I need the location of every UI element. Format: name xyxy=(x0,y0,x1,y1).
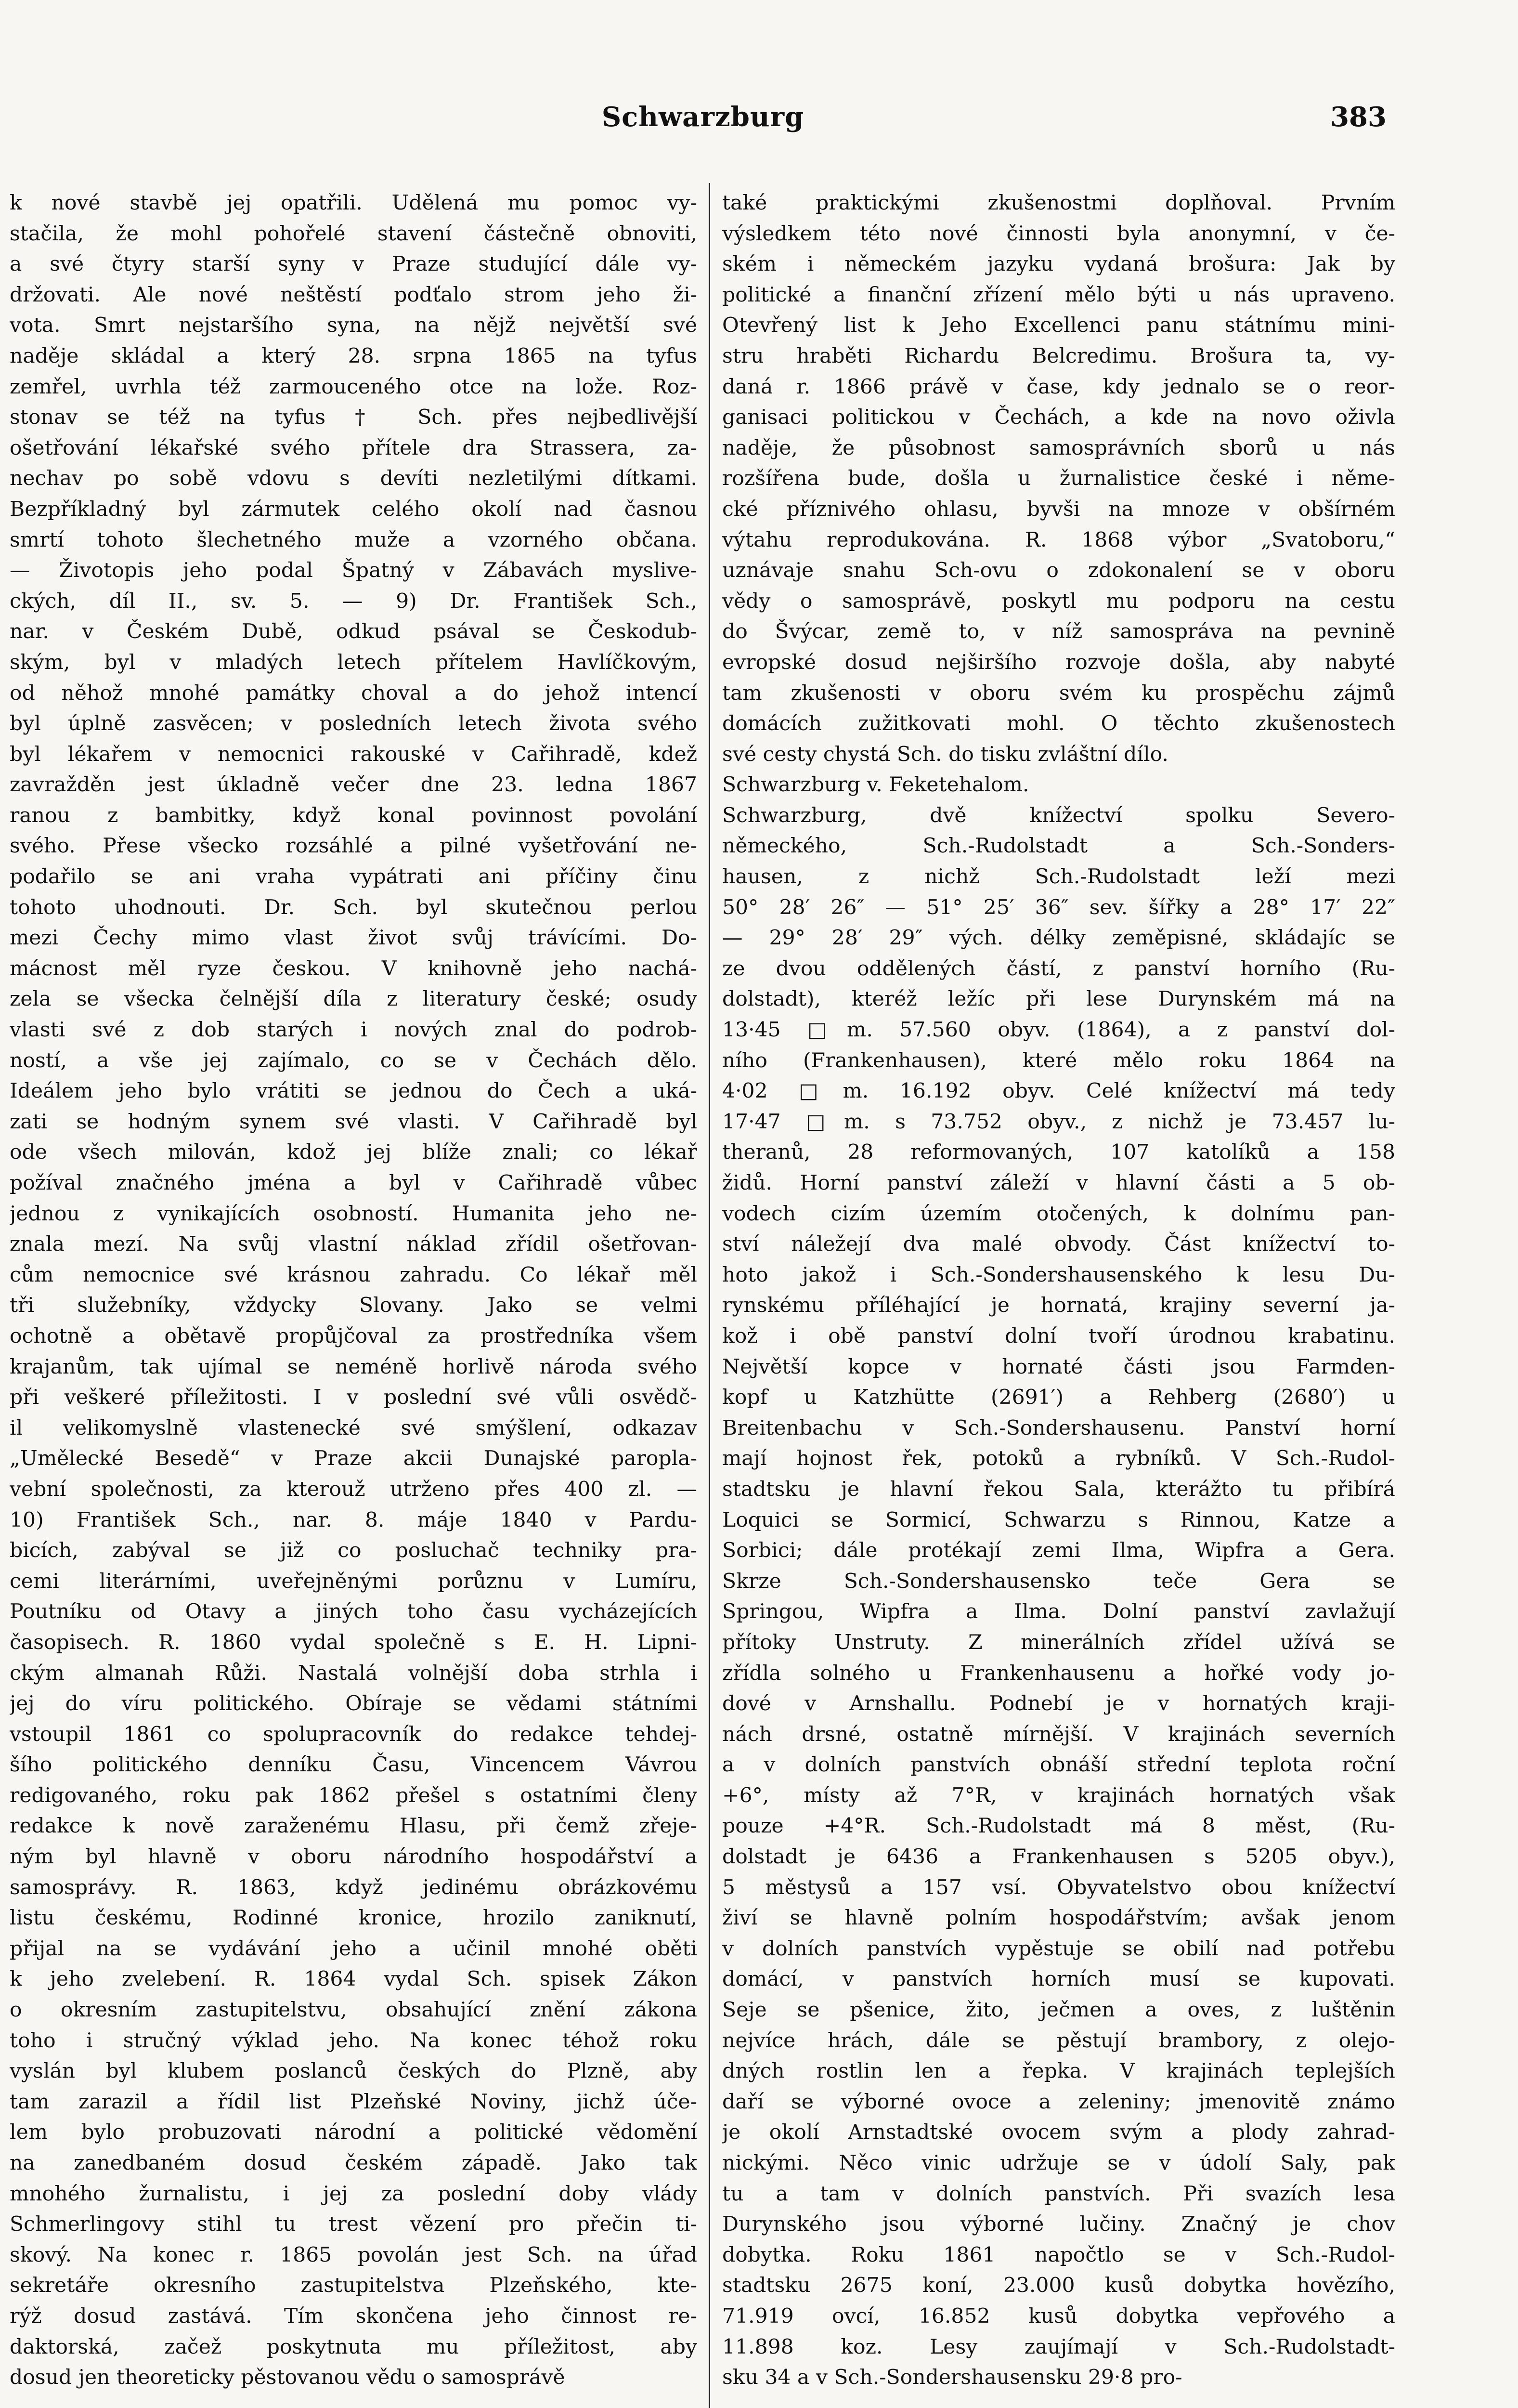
text-line: krajanům, tak ujímal se neméně horlivě národa svého xyxy=(10,1355,697,1379)
text-line: k nové stavbě jej opatřili. Udělená mu pomoc vy- xyxy=(10,191,697,215)
text-line: evropské dosud nejširšího rozvoje došla, aby nabyté xyxy=(722,650,1395,674)
text-line: vstoupil 1861 co spolupracovník do redakce tehdej- xyxy=(10,1722,697,1746)
text-line: Největší kopce v hornaté části jsou Farmden- xyxy=(722,1355,1395,1379)
text-line: Skrze Sch.-Sondershausensko teče Gera se xyxy=(722,1569,1395,1593)
text-line: Schwarzburg v. Feketehalom. xyxy=(722,773,1029,797)
text-line: mnohého žurnalistu, i jej za poslední doby vlády xyxy=(10,2182,697,2206)
text-line: živí se hlavně polním hospodářstvím; avšak jenom xyxy=(722,1906,1395,1930)
text-line: zavražděn jest úkladně večer dne 23. ledna 1867 xyxy=(10,773,697,797)
text-line: ství náležejí dva malé obvody. Část knížectví to- xyxy=(722,1232,1395,1256)
text-line: redigovaného, roku pak 1862 přešel s ostatními členy xyxy=(10,1783,697,1807)
text-line: dolstadt), kteréž ležíc při lese Durynském má na xyxy=(722,987,1395,1011)
text-line: jej do víru politického. Obíraje se vědami státními xyxy=(10,1692,697,1716)
text-line: tři služebníky, vždycky Slovany. Jako se velmi xyxy=(10,1294,697,1318)
text-line: Schmerlingovy stihl tu trest vězení pro přečin ti- xyxy=(10,2212,697,2237)
text-line: o okresním zastupitelstvu, obsahující znění zákona xyxy=(10,1998,697,2022)
text-line: tam zkušenosti v oboru svém ku prospěchu zájmů xyxy=(722,681,1395,705)
text-line: zela se všecka čelnější díla z literatury české; osudy xyxy=(10,987,697,1011)
text-line: vyslán byl klubem poslanců českých do Plzně, aby xyxy=(10,2059,697,2083)
text-line: rýž dosud zastává. Tím skončena jeho činnost re- xyxy=(10,2304,697,2328)
text-line: židů. Horní panství záleží v hlavní části a 5 ob- xyxy=(722,1171,1395,1195)
text-line: byl lékařem v nemocnici rakouské v Cařihradě, kdež xyxy=(10,742,697,766)
text-line: k jeho zvelebení. R. 1864 vydal Sch. spisek Zákon xyxy=(10,1967,697,1991)
text-line: naděje, že působnost samosprávních sborů u nás xyxy=(722,436,1395,460)
text-line: Ideálem jeho bylo vrátiti se jednou do Čech a uká- xyxy=(10,1079,697,1103)
text-line: dové v Arnshallu. Podnebí je v hornatých kraji- xyxy=(722,1692,1395,1716)
text-line: ochotně a obětavě propůjčoval za prostředníka všem xyxy=(10,1324,697,1348)
text-line: vební společnosti, za kterouž utrženo přes 400 zl. — xyxy=(10,1477,697,1501)
text-line: šího politického denníku Času, Vincencem Vávrou xyxy=(10,1753,697,1777)
text-line: Seje se pšenice, žito, ječmen a oves, z luštěnin xyxy=(722,1998,1395,2022)
text-line: — 29° 28′ 29″ vých. délky zeměpisné, skládajíc se xyxy=(722,926,1395,950)
text-line: redakce k nově zaraženému Hlasu, při čemž zřeje- xyxy=(10,1814,697,1838)
text-line: rynskému příléhající je hornatá, krajiny severní ja- xyxy=(722,1294,1395,1318)
text-line: nar. v Českém Dubě, odkud psával se Českodub- xyxy=(10,620,697,644)
text-line: politické a finanční zřízení mělo býti u nás upraveno. xyxy=(722,283,1395,307)
text-line: listu českému, Rodinné kronice, hrozilo zaniknutí, xyxy=(10,1906,697,1930)
text-line: dosud jen theoreticky pěstovanou vědu o samosprávě xyxy=(10,2366,565,2390)
text-line: daná r. 1866 právě v čase, kdy jednalo se o reor- xyxy=(722,375,1395,399)
left-text-column xyxy=(10,188,697,2408)
text-line: ranou z bambitky, když konal povinnost povolání xyxy=(10,803,697,827)
text-line: mácnost měl ryze českou. V knihovně jeho nachá- xyxy=(10,956,697,981)
text-line: jednou z vynikajících osobností. Humanita jeho ne- xyxy=(10,1202,697,1226)
text-line: je okolí Arnstadtské ovocem svým a plody zahrad- xyxy=(722,2120,1395,2145)
text-line: 71.919 ovcí, 16.852 kusů dobytka vepřového a xyxy=(722,2304,1395,2328)
text-line: Otevřený list k Jeho Excellenci panu státnímu mini- xyxy=(722,314,1395,338)
text-line: svého. Přese všecko rozsáhlé a pilné vyšetřování ne- xyxy=(10,834,697,858)
text-line: 11.898 koz. Lesy zaujímají v Sch.-Rudolstadt- xyxy=(722,2335,1395,2359)
text-line: ního (Frankenhausen), které mělo roku 1864 na xyxy=(722,1048,1395,1073)
text-line: 10) František Sch., nar. 8. máje 1840 v Pardu- xyxy=(10,1508,697,1532)
text-line: mezi Čechy mimo vlast život svůj trávícími. Do- xyxy=(10,926,697,950)
text-line: na zanedbaném dosud českém západě. Jako tak xyxy=(10,2151,697,2175)
text-line: smrtí tohoto šlechetného muže a vzorného občana. xyxy=(10,528,697,552)
text-line: „Umělecké Besedě“ v Praze akcii Dunajské paropla- xyxy=(10,1447,697,1471)
text-line: do Švýcar, země to, v níž samospráva na pevnině xyxy=(722,620,1395,644)
text-line: domácí, v panstvích horních musí se kupovati. xyxy=(722,1967,1395,1991)
text-line: 13·45 □m. 57.560 obyv. (1864), a z panství dol- xyxy=(722,1018,1395,1042)
text-line: zřídla solného u Frankenhausenu a hořké vody jo- xyxy=(722,1661,1395,1685)
text-line: výsledkem této nové činnosti byla anonymní, v če- xyxy=(722,222,1395,246)
text-line: sekretáře okresního zastupitelstva Plzeňského, kte- xyxy=(10,2274,697,2298)
text-line: Breitenbachu v Sch.-Sondershausenu. Panství horní xyxy=(722,1416,1395,1440)
text-line: nickými. Něco vinic udržuje se v údolí Saly, pak xyxy=(722,2151,1395,2175)
text-line: vlasti své z dob starých i nových znal do podrob- xyxy=(10,1018,697,1042)
text-line: přítoky Unstruty. Z minerálních zřídel užívá se xyxy=(722,1630,1395,1654)
text-line: stru hraběti Richardu Belcredimu. Brošura ta, vy- xyxy=(722,344,1395,368)
text-line: samosprávy. R. 1863, když jedinému obrázkovému xyxy=(10,1875,697,1899)
text-line: Schwarzburg, dvě knížectví spolku Severo- xyxy=(722,803,1395,827)
text-line: bicích, zabýval se již co posluchač techniky pra- xyxy=(10,1539,697,1563)
column-divider xyxy=(709,183,710,2408)
text-line: tu a tam v dolních panstvích. Při svazích lesa xyxy=(722,2182,1395,2206)
text-line: zemřel, uvrhla též zarmouceného otce na lože. Roz- xyxy=(10,375,697,399)
text-line: domácích zužitkovati mohl. O těchto zkušenostech xyxy=(722,712,1395,736)
text-line: stonav se též na tyfus † Sch. přes nejbedlivější xyxy=(10,406,697,430)
text-line: Loquici se Sormicí, Schwarzu s Rinnou, Katze a xyxy=(722,1508,1395,1532)
text-line: nejvíce hrách, dále se pěstují brambory, z olejo- xyxy=(722,2028,1395,2053)
text-line: stadtsku je hlavní řekou Sala, kterážto tu přibírá xyxy=(722,1477,1395,1501)
text-line: cké příznivého ohlasu, byvši na mnoze v obšírném xyxy=(722,497,1395,521)
text-line: ností, a vše jej zajímalo, co se v Čechách dělo. xyxy=(10,1048,697,1073)
text-line: — Životopis jeho podal Špatný v Zábavách myslive- xyxy=(10,559,697,583)
text-line: ganisaci politickou v Čechách, a kde na novo oživla xyxy=(722,406,1395,430)
text-line: podařilo se ani vraha vypátrati ani příčiny činu xyxy=(10,865,697,889)
text-line: rozšířena bude, došla u žurnalistice české i něme- xyxy=(722,467,1395,491)
text-line: ským, byl v mladých letech přítelem Havlíčkovým, xyxy=(10,650,697,674)
text-line: +6°, místy až 7°R, v krajinách hornatých však xyxy=(722,1783,1395,1807)
text-line: a své čtyry starší syny v Praze studující dále vy- xyxy=(10,252,697,276)
text-line: nách drsné, ostatně mírnější. V krajinách severních xyxy=(722,1722,1395,1746)
page-header xyxy=(19,101,1387,144)
text-line: hausen, z nichž Sch.-Rudolstadt leží mezi xyxy=(722,865,1395,889)
right-text-column xyxy=(722,188,1395,2408)
text-line: Poutníku od Otavy a jiných toho času vycházejících xyxy=(10,1600,697,1624)
text-line: v dolních panstvích vypěstuje se obilí nad potřebu xyxy=(722,1937,1395,1961)
text-line: stadtsku 2675 koní, 23.000 kusů dobytka hovězího, xyxy=(722,2274,1395,2298)
text-line: sku 34 a v Sch.-Sondershausensku 29·8 pro- xyxy=(722,2366,1182,2390)
text-line: požíval značného jména a byl v Cařihradě vůbec xyxy=(10,1171,697,1195)
text-line: přijal na se vydávání jeho a učinil mnohé oběti xyxy=(10,1937,697,1961)
text-line: vědy o samosprávě, poskytl mu podporu na cestu xyxy=(722,589,1395,613)
text-line: hoto jakož i Sch.-Sondershausenského k lesu Du- xyxy=(722,1263,1395,1287)
text-line: il velikomyslně vlastenecké své smýšlení, odkazav xyxy=(10,1416,697,1440)
text-line: cům nemocnice své krásnou zahradu. Co lékař měl xyxy=(10,1263,697,1287)
text-line: ným byl hlavně v oboru národního hospodářství a xyxy=(10,1845,697,1869)
text-line: tohoto uhodnouti. Dr. Sch. byl skutečnou perlou xyxy=(10,895,697,919)
text-line: mají hojnost řek, potoků a rybníků. V Sch.-Rudol- xyxy=(722,1447,1395,1471)
text-line: ošetřování lékařské svého přítele dra Strassera, za- xyxy=(10,436,697,460)
text-line: toho i stručný výklad jeho. Na konec téhož roku xyxy=(10,2028,697,2053)
text-line: také praktickými zkušenostmi doplňoval. Prvním xyxy=(722,191,1395,215)
text-line: ze dvou oddělených částí, z panství horního (Ru- xyxy=(722,956,1395,981)
text-line: dolstadt je 6436 a Frankenhausen s 5205 obyv.), xyxy=(722,1845,1395,1869)
text-line: cemi literárními, uveřejněnými porůznu v Lumíru, xyxy=(10,1569,697,1593)
text-line: skový. Na konec r. 1865 povolán jest Sch. na úřad xyxy=(10,2243,697,2267)
text-line: stačila, že mohl pohořelé stavení částečně obnoviti, xyxy=(10,222,697,246)
text-line: ode všech milován, kdož jej blíže znali; co lékař xyxy=(10,1140,697,1165)
text-line: kož i obě panství dolní tvoří úrodnou krabatinu. xyxy=(722,1324,1395,1348)
text-line: výtahu reprodukována. R. 1868 výbor „Svatoboru,“ xyxy=(722,528,1395,552)
text-line: tam zarazil a řídil list Plzeňské Noviny, jichž úče- xyxy=(10,2090,697,2114)
text-line: pouze +4°R. Sch.-Rudolstadt má 8 měst, (Ru- xyxy=(722,1814,1395,1838)
text-line: Bezpříkladný byl zármutek celého okolí nad časnou xyxy=(10,497,697,521)
page-number: 383 xyxy=(1330,101,1387,133)
text-line: ckých, díl II., sv. 5. — 9) Dr. František Sch., xyxy=(10,589,697,613)
text-line: Durynského jsou výborné lučiny. Značný je chov xyxy=(722,2212,1395,2237)
text-line: od něhož mnohé památky choval a do jehož intencí xyxy=(10,681,697,705)
text-line: theranů, 28 reformovaných, 107 katolíků a 158 xyxy=(722,1140,1395,1165)
text-line: nechav po sobě vdovu s devíti nezletilými dítkami. xyxy=(10,467,697,491)
running-title: Schwarzburg xyxy=(601,101,804,133)
text-line: Springou, Wipfra a Ilma. Dolní panství zavlažují xyxy=(722,1600,1395,1624)
text-line: německého, Sch.-Rudolstadt a Sch.-Sonders- xyxy=(722,834,1395,858)
text-line: ském i německém jazyku vydaná brošura: Jak by xyxy=(722,252,1395,276)
text-line: Sorbici; dále protékají zemi Ilma, Wipfra a Gera. xyxy=(722,1539,1395,1563)
text-line: zati se hodným synem své vlasti. V Cařihradě byl xyxy=(10,1110,697,1134)
text-line: 50° 28′ 26″ — 51° 25′ 36″ sev. šířky a 28° 17′ 22″ xyxy=(722,895,1395,919)
text-line: vota. Smrt nejstaršího syna, na nějž největší své xyxy=(10,314,697,338)
text-line: byl úplně zasvěcen; v posledních letech života svého xyxy=(10,712,697,736)
text-line: držovati. Ale nové neštěstí podťalo strom jeho ži- xyxy=(10,283,697,307)
text-line: dných rostlin len a řepka. V krajinách teplejších xyxy=(722,2059,1395,2083)
text-line: lem bylo probuzovati národní a politické vědomění xyxy=(10,2120,697,2145)
text-line: vodech cizím územím otočených, k dolnímu pan- xyxy=(722,1202,1395,1226)
text-line: ckým almanah Růži. Nastalá volnější doba strhla i xyxy=(10,1661,697,1685)
text-line: 4·02 □m. 16.192 obyv. Celé knížectví má tedy xyxy=(722,1079,1395,1103)
text-line: časopisech. R. 1860 vydal společně s E. H. Lipni- xyxy=(10,1630,697,1654)
text-line: daří se výborné ovoce a zeleniny; jmenovitě známo xyxy=(722,2090,1395,2114)
text-line: 17·47 □m. s 73.752 obyv., z nichž je 73.457 lu- xyxy=(722,1110,1395,1134)
text-line: 5 městysů a 157 vsí. Obyvatelstvo obou knížectví xyxy=(722,1875,1395,1899)
text-line: dobytka. Roku 1861 napočtlo se v Sch.-Rudol- xyxy=(722,2243,1395,2267)
text-line: kopf u Katzhütte (2691′) a Rehberg (2680′) u xyxy=(722,1386,1395,1410)
text-line: daktorská, začež poskytnuta mu příležitost, aby xyxy=(10,2335,697,2359)
text-line: uznávaje snahu Sch-ovu o zdokonalení se v oboru xyxy=(722,559,1395,583)
text-line: naděje skládal a který 28. srpna 1865 na tyfus xyxy=(10,344,697,368)
text-line: při veškeré příležitosti. I v poslední své vůli osvědč- xyxy=(10,1386,697,1410)
text-line: a v dolních panstvích obnáší střední teplota roční xyxy=(722,1753,1395,1777)
text-line: znala mezí. Na svůj vlastní náklad zřídil ošetřovan- xyxy=(10,1232,697,1256)
text-line: své cesty chystá Sch. do tisku zvláštní dílo. xyxy=(722,742,1168,766)
